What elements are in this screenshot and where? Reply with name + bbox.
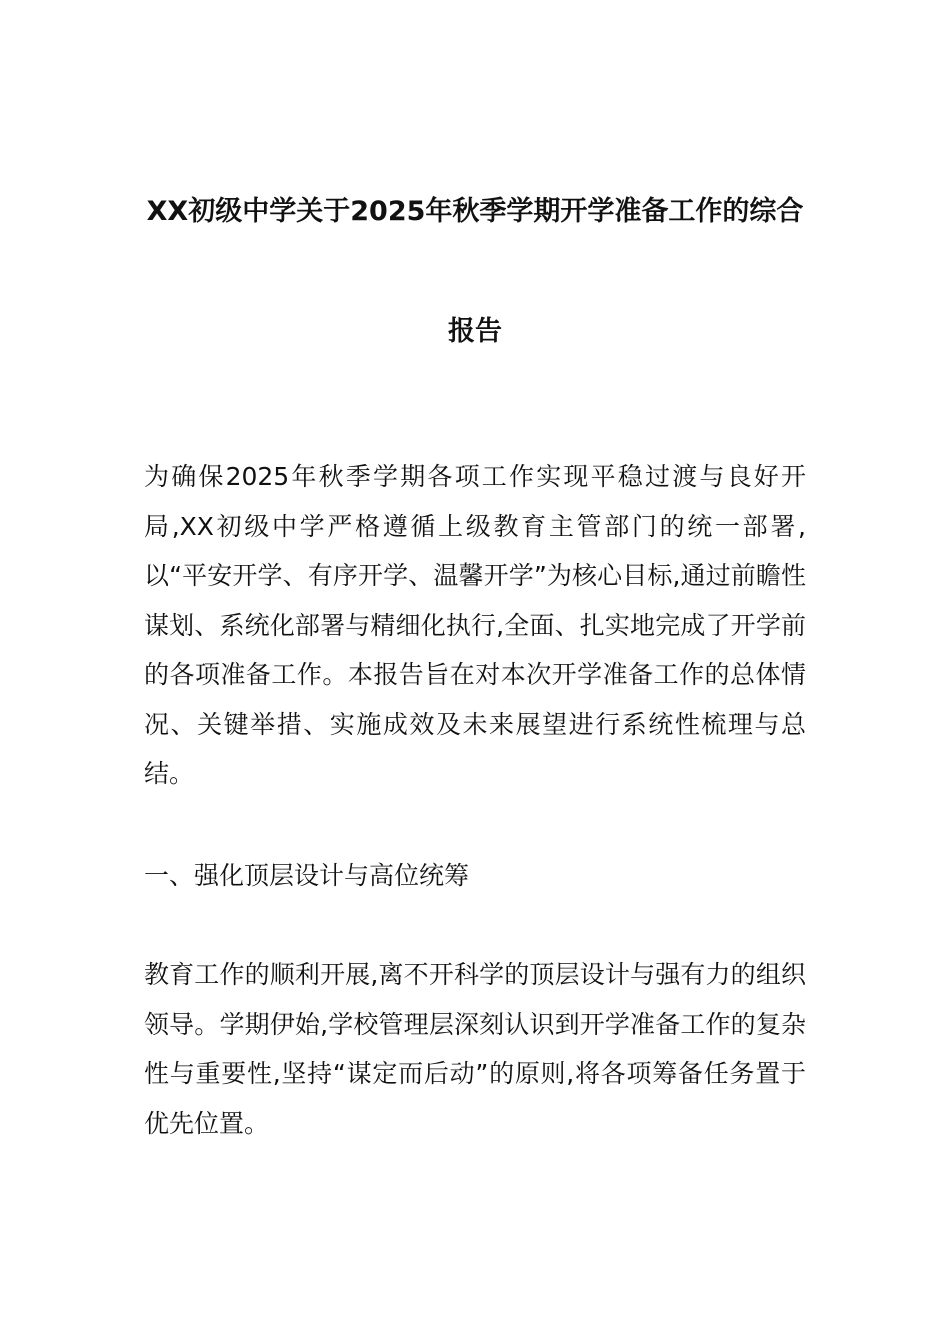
section-body: 教育工作的顺利开展,离不开科学的顶层设计与强有力的组织领导。学期伊始,学校管理层深刻认识到开学准备工作的复杂性与重要性,坚持“谋定而后动”的原则,将各项筹备任务置于优先位置。 [144,960,806,1138]
section-heading: 一、强化顶层设计与高位统筹 [144,861,470,890]
document-title: XX初级中学关于2025年秋季学期开学准备工作的综合报告 [146,196,804,347]
intro-paragraph: 为确保2025年秋季学期各项工作实现平稳过渡与良好开局,XX初级中学严格遵循上级教育主管部门的统一部署,以“平安开学、有序开学、温馨开学”为核心目标,通过前瞻性谋划、系统化部署与精细化执行,全面、扎实地完成了开学前的各项准备工作。本报告旨在对本次开学准备工作的总体情况、关键举措、实施成效及未来展望进行系统性梳理与总结。 [144,462,806,788]
